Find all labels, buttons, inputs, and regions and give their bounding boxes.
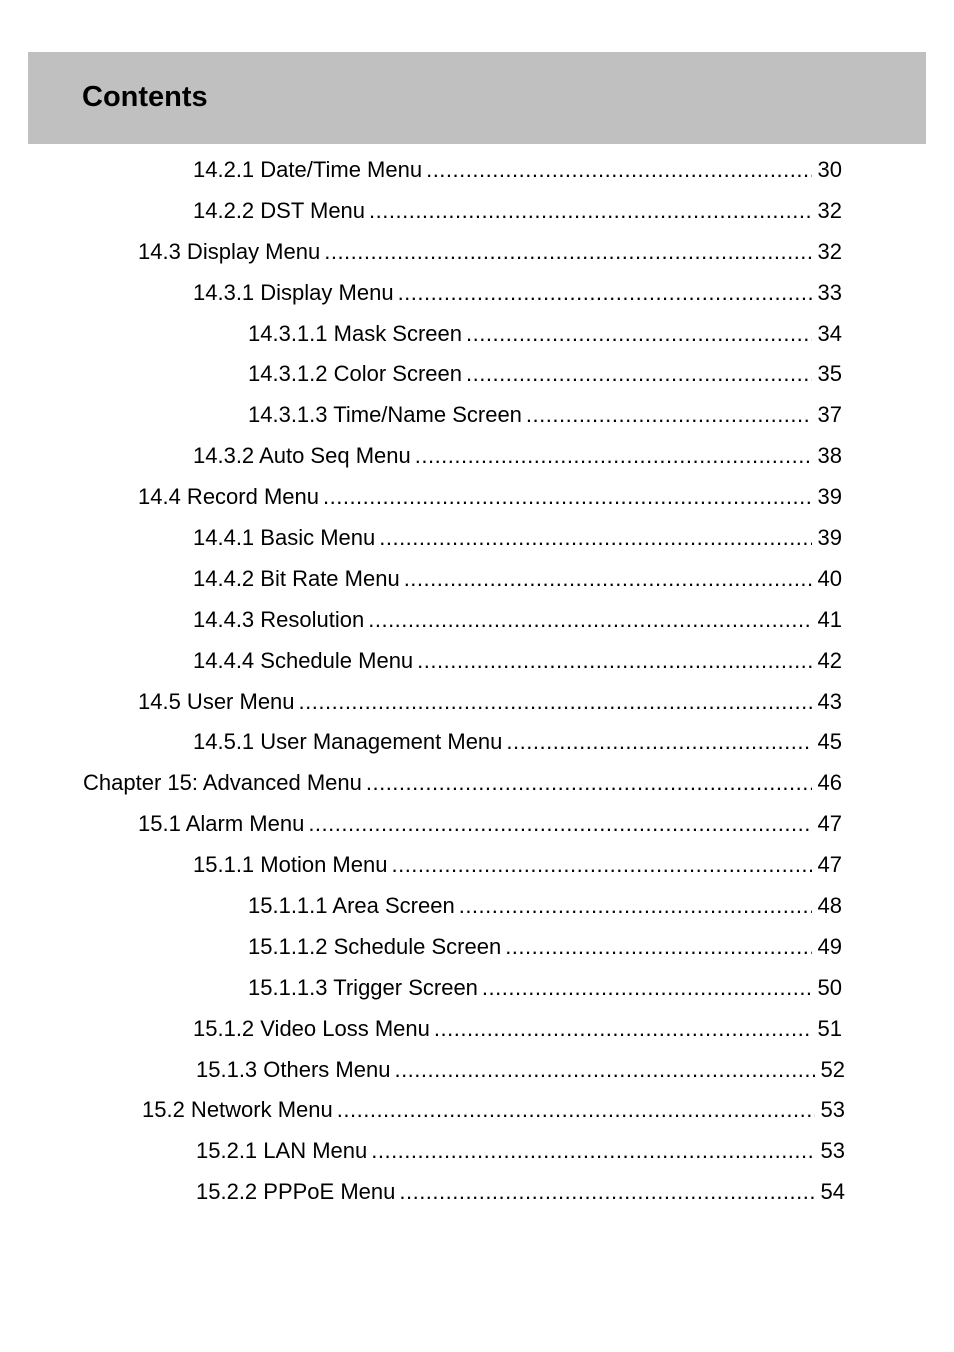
toc-entry[interactable] <box>0 600 954 641</box>
toc-entry-page: 39 <box>817 484 842 510</box>
toc-entry-page: 52 <box>820 1056 845 1082</box>
dot-leader <box>426 150 811 190</box>
toc-entry-page: 33 <box>817 279 842 305</box>
toc-entry[interactable] <box>0 1009 954 1050</box>
toc-entry-title: 15.2.2 PPPoE Menu <box>196 1179 396 1205</box>
dot-leader <box>505 927 811 967</box>
dot-leader <box>308 804 811 844</box>
toc-entry[interactable] <box>0 1131 954 1172</box>
toc-entry-title: 14.4.1 Basic Menu <box>193 525 376 551</box>
dot-leader <box>323 477 812 517</box>
toc-entry-page: 51 <box>817 1015 842 1041</box>
toc-entry-title: 15.1.1.3 Trigger Screen <box>248 974 478 1000</box>
dot-leader <box>417 641 811 681</box>
toc-entry[interactable] <box>0 886 954 927</box>
toc-entry-title: Chapter 15: Advanced Menu <box>83 770 362 796</box>
toc-entry-title: 14.3.2 Auto Seq Menu <box>193 443 411 469</box>
toc-entry[interactable] <box>0 314 954 355</box>
toc-entry-page: 42 <box>817 647 842 673</box>
toc-entry-page: 39 <box>817 525 842 551</box>
toc-entry[interactable] <box>0 641 954 682</box>
dot-leader <box>399 1172 814 1212</box>
toc-entry-page: 50 <box>817 974 842 1000</box>
toc-entry-page: 41 <box>817 606 842 632</box>
toc-entry-page: 53 <box>820 1097 845 1123</box>
dot-leader <box>299 682 812 722</box>
dot-leader <box>371 1131 814 1171</box>
dot-leader <box>482 968 812 1008</box>
toc-entry-title: 14.4 Record Menu <box>138 484 319 510</box>
toc-entry[interactable] <box>0 273 954 314</box>
dot-leader <box>434 1009 812 1049</box>
dot-leader <box>526 395 812 435</box>
toc-entry-page: 46 <box>817 770 842 796</box>
toc-entry-title: 15.1.1.1 Area Screen <box>248 893 455 919</box>
toc-entry[interactable] <box>0 1172 954 1213</box>
toc-entry[interactable] <box>0 436 954 477</box>
toc-entry[interactable] <box>0 804 954 845</box>
dot-leader <box>415 436 812 476</box>
toc-entry[interactable] <box>0 518 954 559</box>
toc-entry-title: 15.1.1.2 Schedule Screen <box>248 933 502 959</box>
toc-entry-title: 15.1 Alarm Menu <box>138 811 305 837</box>
toc-entry-title: 15.2.1 LAN Menu <box>196 1138 368 1164</box>
toc-entry[interactable] <box>0 232 954 273</box>
toc-entry-page: 43 <box>817 688 842 714</box>
dot-leader <box>466 354 811 394</box>
toc-entry-page: 30 <box>817 157 842 182</box>
toc-entry-page: 47 <box>817 852 842 878</box>
table-of-contents <box>0 150 954 1213</box>
toc-entry-page: 49 <box>817 933 842 959</box>
toc-entry-title: 14.5.1 User Management Menu <box>193 729 503 755</box>
toc-entry[interactable] <box>0 682 954 723</box>
toc-entry-page: 48 <box>817 893 842 919</box>
contents-header <box>28 52 926 144</box>
toc-entry[interactable] <box>0 191 954 232</box>
dot-leader <box>324 232 811 272</box>
dot-leader <box>506 722 811 762</box>
toc-entry[interactable] <box>0 927 954 968</box>
dot-leader <box>398 273 812 313</box>
toc-entry-title: 14.2.1 Date/Time Menu <box>193 157 423 182</box>
toc-entry[interactable] <box>0 559 954 600</box>
toc-entry[interactable] <box>0 845 954 886</box>
toc-entry-title: 15.1.3 Others Menu <box>196 1056 391 1082</box>
toc-entry[interactable] <box>0 968 954 1009</box>
dot-leader <box>337 1090 815 1130</box>
page-title: Contents <box>82 81 208 113</box>
toc-entry-title: 14.2.2 DST Menu <box>193 197 366 223</box>
toc-entry-page: 45 <box>817 729 842 755</box>
toc-entry-page: 40 <box>817 565 842 591</box>
toc-entry-page: 47 <box>817 811 842 837</box>
toc-entry-page: 38 <box>817 443 842 469</box>
toc-entry-page: 34 <box>817 320 842 346</box>
dot-leader <box>366 763 812 803</box>
toc-entry-title: 14.3.1.2 Color Screen <box>248 361 463 387</box>
toc-entry-page: 37 <box>817 402 842 428</box>
toc-entry-title: 15.1.2 Video Loss Menu <box>193 1015 430 1041</box>
toc-entry[interactable] <box>0 150 954 191</box>
toc-entry-title: 15.2 Network Menu <box>142 1097 333 1123</box>
dot-leader <box>394 1050 814 1090</box>
dot-leader <box>391 845 811 885</box>
toc-entry[interactable] <box>0 1050 954 1091</box>
dot-leader <box>379 518 811 558</box>
toc-entry-page: 53 <box>820 1138 845 1164</box>
toc-entry-title: 14.5 User Menu <box>138 688 295 714</box>
toc-entry-title: 15.1.1 Motion Menu <box>193 852 388 878</box>
toc-entry-title: 14.3.1.1 Mask Screen <box>248 320 463 346</box>
toc-entry[interactable] <box>0 1090 954 1131</box>
toc-entry[interactable] <box>0 722 954 763</box>
dot-leader <box>404 559 812 599</box>
toc-entry[interactable] <box>0 395 954 436</box>
dot-leader <box>459 886 812 926</box>
toc-entry[interactable] <box>0 354 954 395</box>
toc-entry-page: 54 <box>820 1179 845 1205</box>
toc-entry-chapter[interactable] <box>0 763 954 804</box>
toc-entry-title: 14.3 Display Menu <box>138 238 321 264</box>
dot-leader <box>368 600 811 640</box>
toc-entry-title: 14.3.1.3 Time/Name Screen <box>248 402 522 428</box>
toc-entry[interactable] <box>0 477 954 518</box>
toc-entry-title: 14.3.1 Display Menu <box>193 279 394 305</box>
toc-entry-title: 14.4.3 Resolution <box>193 606 365 632</box>
toc-entry-page: 32 <box>817 197 842 223</box>
toc-entry-title: 14.4.4 Schedule Menu <box>193 647 414 673</box>
toc-entry-page: 32 <box>817 238 842 264</box>
dot-leader <box>369 191 811 231</box>
toc-entry-page: 35 <box>817 361 842 387</box>
dot-leader <box>466 314 812 354</box>
toc-entry-title: 14.4.2 Bit Rate Menu <box>193 565 400 591</box>
